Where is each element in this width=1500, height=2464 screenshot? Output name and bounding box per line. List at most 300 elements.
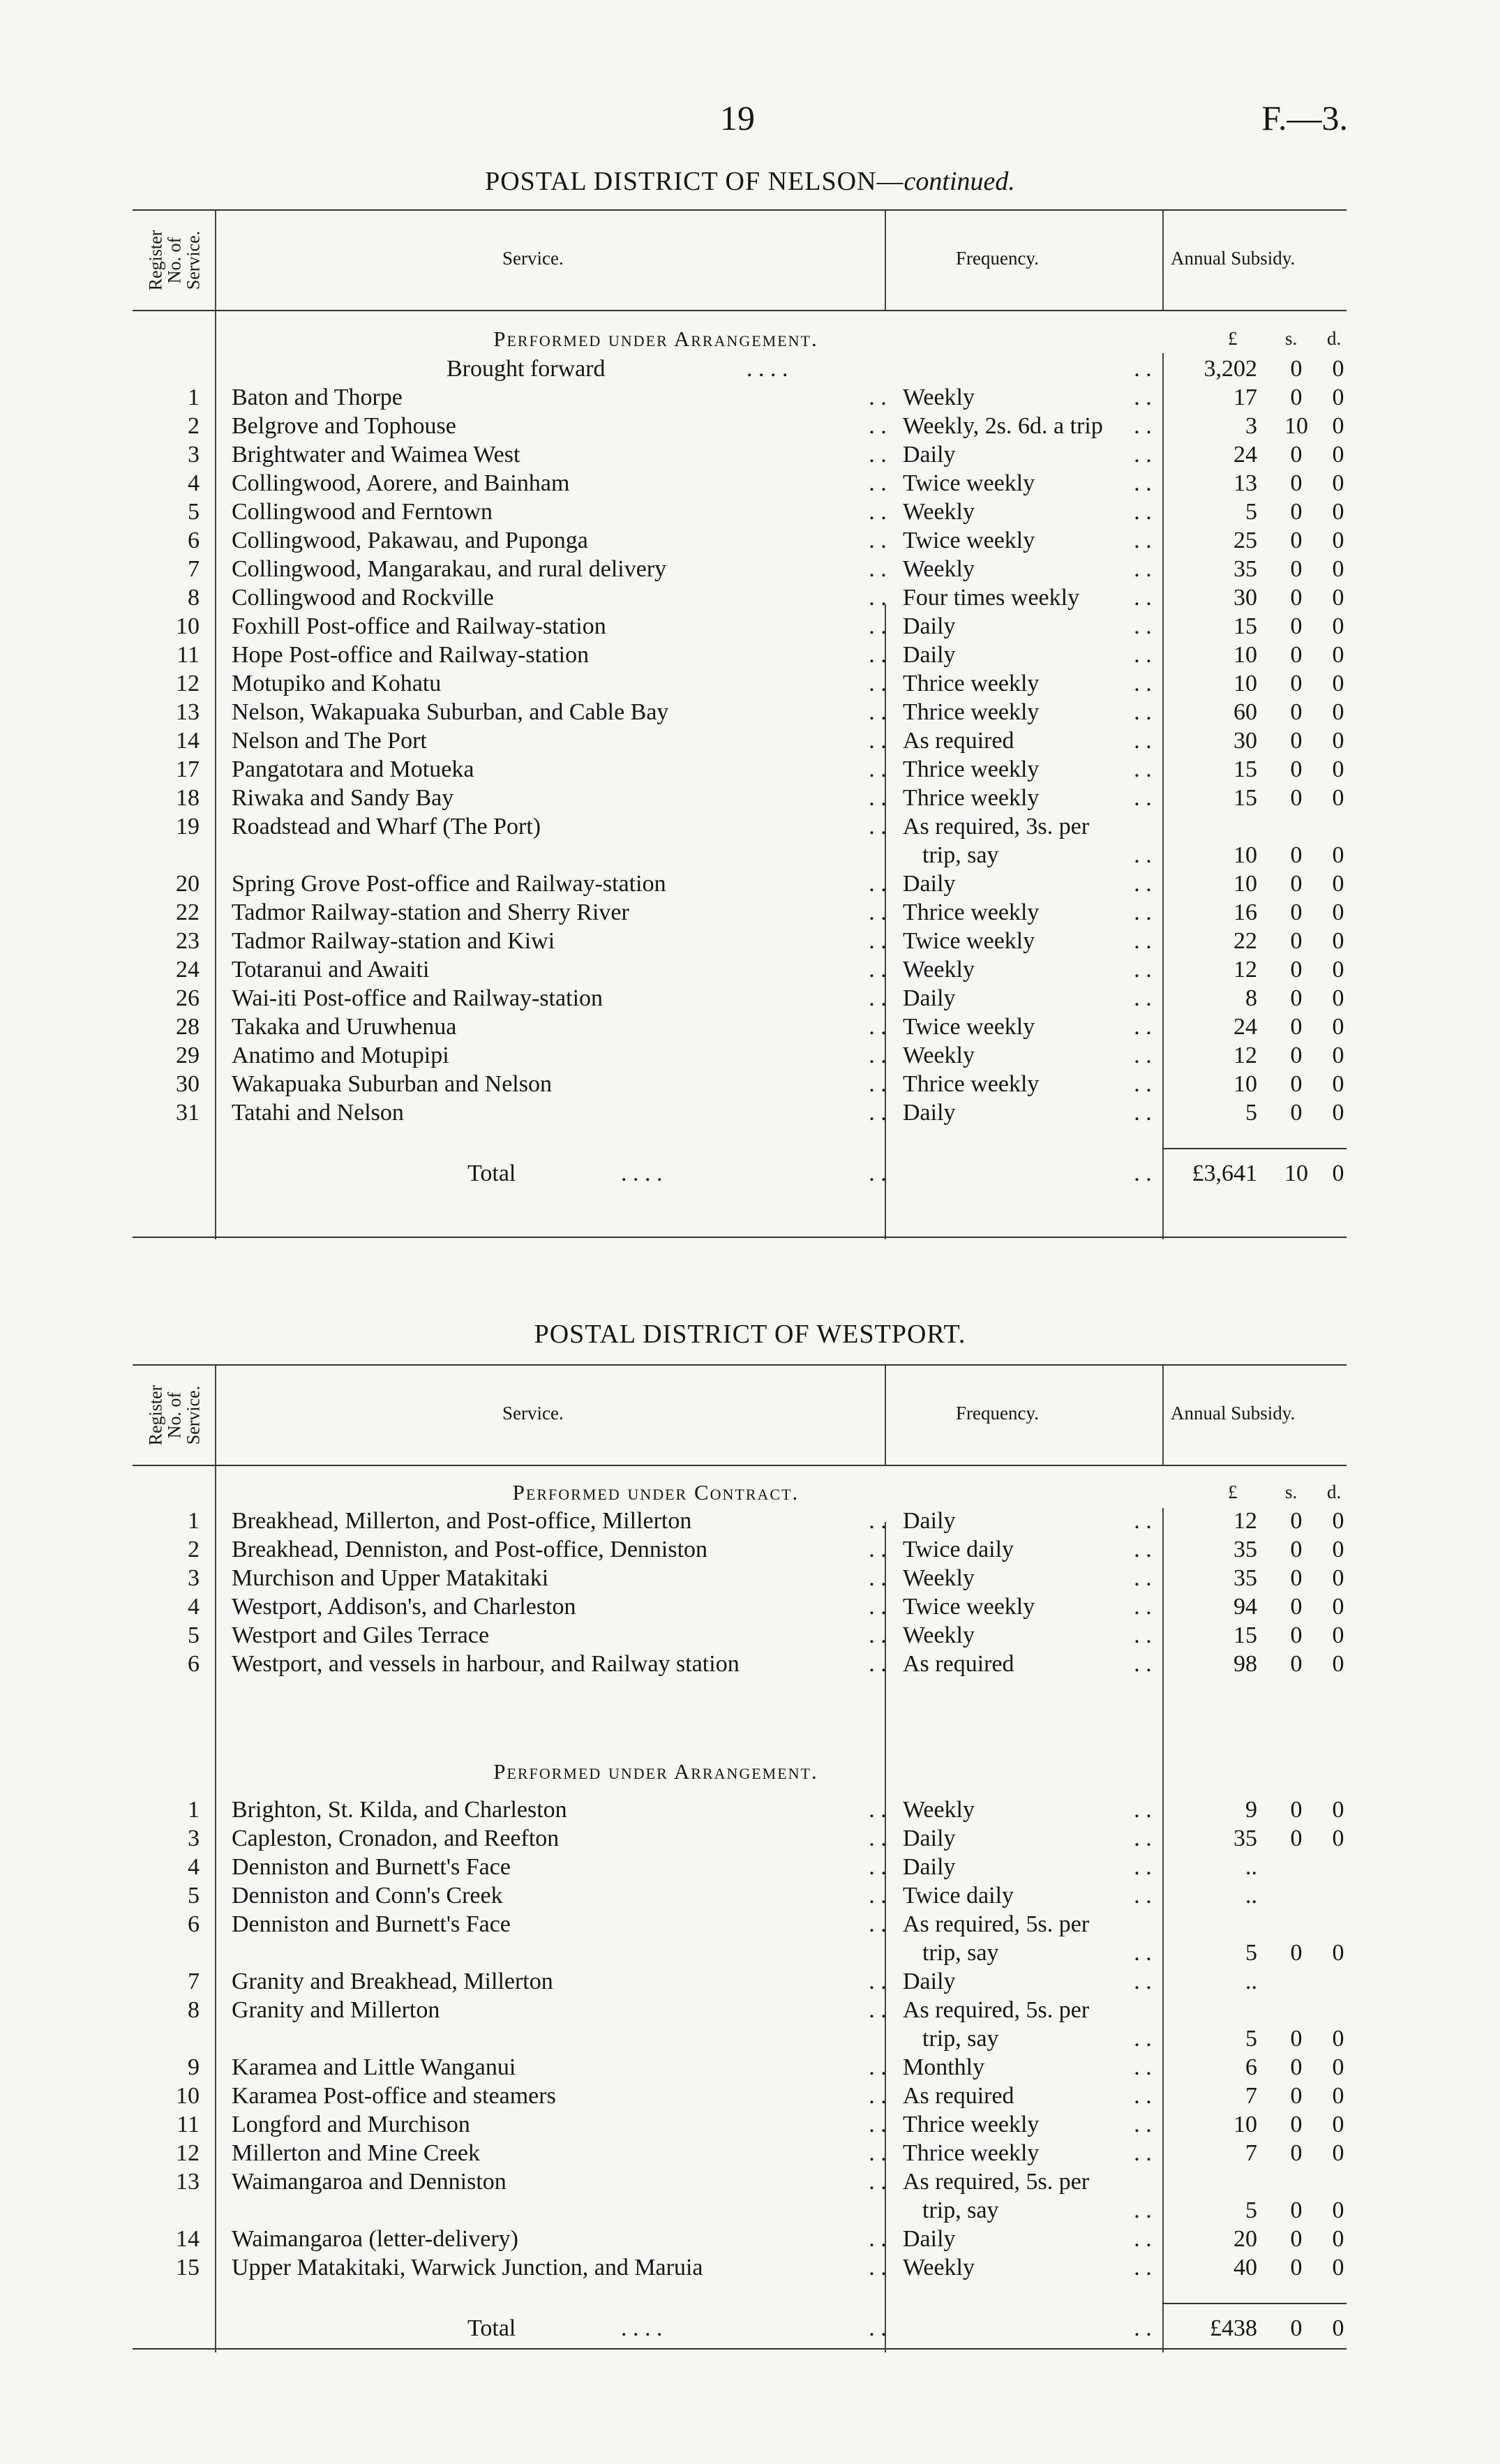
table-row: 4 Westport, Addison's, and Charleston . . Twice weekly . . 94 0 0 [133, 1592, 1347, 1621]
brought-forward-label: Brought forward [447, 356, 606, 382]
leader-dots: . . [1134, 1100, 1152, 1126]
leader-dots: . . [1134, 413, 1152, 439]
total-pence: 0 [1332, 2315, 1344, 2341]
subsidy-pence: 0 [1332, 1100, 1344, 1126]
leader-dots: . . [1134, 613, 1152, 639]
subsidy-shillings: 0 [1290, 957, 1303, 983]
subsidy-shillings: 0 [1290, 1014, 1303, 1040]
subsidy-pence: 0 [1332, 1594, 1344, 1620]
frequency: Weekly, 2s. 6d. a trip [903, 413, 1103, 439]
subsidy-pence: 0 [1332, 1940, 1344, 1966]
westport-district-title: POSTAL DISTRICT OF WESTPORT. [534, 1320, 966, 1349]
table-row: 30 Wakapuaka Suburban and Nelson . . Thrice weekly . . 10 0 0 [133, 1070, 1347, 1098]
frequency: Weekly [903, 1565, 975, 1591]
leader-dots: . . [1134, 1043, 1152, 1068]
leader-dots: . . [1134, 1508, 1152, 1534]
total-pence: 0 [1332, 1160, 1344, 1186]
frequency: Thrice weekly [903, 699, 1040, 725]
leader-dots: . . [1134, 1160, 1152, 1186]
register-number: 10 [176, 2083, 200, 2109]
paper-code: F.—3. [1261, 98, 1348, 137]
subsidy-pence: 0 [1332, 1508, 1344, 1534]
service-name: Karamea and Little Wanganui [232, 2054, 516, 2080]
table-row: 2 Belgrove and Tophouse . . Weekly, 2s. 6d. a trip . . 3 10 0 [133, 412, 1347, 440]
table-row: 5 Westport and Giles Terrace . . Weekly . . 15 0 0 [133, 1621, 1347, 1650]
table-row: 17 Pangatotara and Motueka . . Thrice weekly . . 15 0 0 [133, 755, 1347, 784]
table-row: 7 Granity and Breakhead, Millerton . . Daily . . .. [133, 1967, 1347, 1996]
table-row [133, 1996, 1347, 2024]
subsidy-pence: 0 [1332, 499, 1344, 525]
leader-dots: . . [869, 928, 887, 954]
register-number: 14 [176, 2226, 200, 2252]
service-name: Breakhead, Millerton, and Post-office, Millerton [232, 1508, 692, 1534]
subsidy-shillings: 0 [1290, 2026, 1303, 2052]
service-name: Belgrove and Tophouse [232, 413, 456, 439]
register-column-header: Register No. of Service. [145, 230, 204, 291]
register-number: 1 [188, 1797, 200, 1823]
service-name: Riwaka and Sandy Bay [232, 785, 454, 811]
register-number: 5 [188, 1622, 200, 1648]
frequency: Daily [903, 985, 956, 1011]
leader-dots: . . [1134, 2197, 1152, 2223]
leader-dots: . . [1134, 1651, 1152, 1677]
frequency: Thrice weekly [903, 2112, 1040, 2137]
shillings-unit: s. [1285, 328, 1298, 349]
subsidy-pence: 0 [1332, 2054, 1344, 2080]
service-name: Tadmor Railway-station and Sherry River [232, 899, 629, 925]
frequency: Thrice weekly [903, 671, 1040, 696]
nelson-section-heading: Performed under Arrangement. [493, 327, 818, 351]
subsidy-pence: 0 [1332, 413, 1344, 439]
leader-dots: . . [1134, 1797, 1152, 1823]
subsidy-shillings: 0 [1290, 1537, 1303, 1562]
subsidy-shillings: 0 [1290, 699, 1303, 725]
service-name: Granity and Millerton [232, 1997, 440, 2023]
leader-dots: . . [1134, 1825, 1152, 1851]
register-number: 3 [188, 442, 200, 468]
subsidy-shillings: 0 [1290, 356, 1303, 382]
leader-dots: . . [1134, 2140, 1152, 2166]
frequency-continuation: trip, say [922, 2026, 999, 2052]
subsidy-pence: 0 [1332, 642, 1344, 668]
leader-dots: . . [869, 613, 887, 639]
service-name: Tatahi and Nelson [232, 1100, 404, 1126]
table-row [133, 2167, 1347, 2196]
total-row: Total . . . . . . . . £438 0 0 [133, 2314, 1347, 2343]
subsidy-shillings: 0 [1290, 2083, 1303, 2109]
subsidy-pence: 0 [1332, 556, 1344, 582]
leader-dots: . . [869, 699, 887, 725]
total-shillings: 0 [1290, 2315, 1303, 2341]
service-name: Karamea Post-office and steamers [232, 2083, 556, 2109]
register-number: 14 [176, 728, 200, 754]
service-name: Waimangaroa (letter-delivery) [232, 2226, 518, 2252]
register-number: 20 [176, 871, 200, 897]
leader-dots: . . [1134, 2026, 1152, 2052]
shillings-unit: s. [1285, 1481, 1298, 1502]
register-number: 11 [177, 642, 200, 668]
subsidy-pence: 0 [1332, 756, 1344, 782]
table-row: 15 Upper Matakitaki, Warwick Junction, and Maruia . . Weekly . . 40 0 0 [133, 2253, 1347, 2282]
leader-dots: . . [869, 985, 887, 1011]
table-row: 11 Hope Post-office and Railway-station . . Daily . . 10 0 0 [133, 641, 1347, 669]
table-row: 6 Westport, and vessels in harbour, and Railway station . . As required . . 98 0 0 [133, 1650, 1347, 1678]
table-row: 23 Tadmor Railway-station and Kiwi . . Twice weekly . . 22 0 0 [133, 927, 1347, 955]
leader-dots: . . [869, 1651, 887, 1677]
total-row: Total . . . . . . . . £3,641 10 0 [133, 1159, 1347, 1188]
subsidy-shillings: 0 [1290, 1071, 1303, 1097]
table-row: 5 Denniston and Conn's Creek . . Twice daily . . .. [133, 1881, 1347, 1910]
service-name: Wakapuaka Suburban and Nelson [232, 1071, 552, 1097]
subsidy-shillings: 0 [1290, 528, 1303, 553]
service-name: Capleston, Cronadon, and Reefton [232, 1825, 560, 1851]
service-name: Foxhill Post-office and Railway-station [232, 613, 606, 639]
register-number: 28 [176, 1014, 200, 1040]
subsidy-shillings: 0 [1290, 928, 1303, 954]
leader-dots: . . [869, 1594, 887, 1620]
register-number: 3 [188, 1825, 200, 1851]
register-number: 5 [188, 1883, 200, 1909]
subsidy-shillings: 0 [1290, 671, 1303, 696]
leader-dots: . . [1134, 1883, 1152, 1909]
subsidy-pence: 0 [1332, 613, 1344, 639]
service-name: Denniston and Burnett's Face [232, 1854, 511, 1880]
register-number: 18 [176, 785, 200, 811]
register-number: 31 [176, 1100, 200, 1126]
leader-dots: . . [869, 1100, 887, 1126]
frequency: Daily [903, 1854, 956, 1880]
leader-dots: . . [869, 871, 887, 897]
service-name: Millerton and Mine Creek [232, 2140, 480, 2166]
pounds-unit: £ [1228, 1481, 1238, 1502]
register-number: 1 [188, 1508, 200, 1534]
nelson-title-main: POSTAL DISTRICT OF NELSON— [485, 167, 904, 196]
leader-dots: . . [869, 814, 887, 839]
service-name: Anatimo and Motupipi [232, 1043, 449, 1068]
register-column-header: Register No. of Service. [145, 1384, 204, 1446]
nelson-title-continued: continued. [903, 167, 1015, 196]
frequency: As required, 5s. per [903, 1911, 1090, 1937]
register-number: 4 [188, 470, 200, 496]
service-name: Breakhead, Denniston, and Post-office, Denniston [232, 1537, 708, 1562]
table-row-continuation: trip, say . . 10 0 0 [133, 841, 1347, 869]
service-name: Baton and Thorpe [232, 384, 403, 410]
leader-dots: . . [869, 556, 887, 582]
leader-dots: . . [869, 470, 887, 496]
subsidy-pence: 0 [1332, 699, 1344, 725]
leader-dots: . . [1134, 728, 1152, 754]
register-number: 10 [176, 613, 200, 639]
frequency-column-header: Frequency. [956, 1403, 1039, 1424]
leader-dots: . . [869, 1622, 887, 1648]
frequency: Daily [903, 442, 956, 468]
westport-table-header [133, 1364, 1347, 1466]
register-number: 24 [176, 957, 200, 983]
subsidy-pence: 0 [1332, 671, 1344, 696]
subsidy-pence: 0 [1332, 2226, 1344, 2252]
leader-dots: . . [1134, 384, 1152, 410]
leader-dots: . . [1134, 1969, 1152, 1994]
frequency: As required [903, 2083, 1014, 2109]
register-number: 26 [176, 985, 200, 1011]
table-row: 20 Spring Grove Post-office and Railway-station . . Daily . . 10 0 0 [133, 869, 1347, 898]
subsidy-shillings: 0 [1290, 1825, 1303, 1851]
pence-unit: d. [1327, 1481, 1342, 1502]
subsidy-pence: 0 [1332, 2026, 1344, 2052]
subsidy-shillings: 0 [1290, 1622, 1303, 1648]
subsidy-shillings: 0 [1290, 1940, 1303, 1966]
leader-dots: . . [1134, 699, 1152, 725]
service-name: Brightwater and Waimea West [232, 442, 520, 468]
subsidy-shillings: 0 [1290, 2197, 1303, 2223]
leader-dots: . . [869, 2255, 887, 2280]
service-column-header: Service. [502, 1403, 564, 1424]
register-number: 7 [188, 556, 200, 582]
subsidy-shillings: 0 [1290, 556, 1303, 582]
subsidy-shillings: 0 [1290, 785, 1303, 811]
total-label: Total [467, 2315, 516, 2341]
register-number: 17 [176, 756, 200, 782]
westport-table-body [133, 1466, 1347, 2352]
subsidy-column-header: Annual Subsidy. [1171, 248, 1296, 269]
service-name: Collingwood and Rockville [232, 585, 494, 611]
frequency: Thrice weekly [903, 785, 1040, 811]
subsidy-shillings: 0 [1290, 1100, 1303, 1126]
leader-dots: . . [869, 1883, 887, 1909]
frequency: Weekly [903, 499, 975, 525]
service-name: Westport, Addison's, and Charleston [232, 1594, 576, 1620]
leader-dots: . . [869, 442, 887, 468]
subsidy-shillings: 10 [1284, 413, 1308, 439]
register-number: 11 [177, 2112, 200, 2137]
leader-dots: . . [869, 2083, 887, 2109]
leader-dots: . . [1134, 756, 1152, 782]
subsidy-pence: 0 [1332, 1825, 1344, 1851]
leader-dots: . . [869, 642, 887, 668]
nelson-district-title [0, 166, 1500, 197]
leader-dots: . . [1134, 1014, 1152, 1040]
leader-dots: . . [1134, 442, 1152, 468]
frequency: Daily [903, 871, 956, 897]
register-number: 15 [176, 2255, 200, 2280]
frequency: Thrice weekly [903, 2140, 1040, 2166]
service-name: Murchison and Upper Matakitaki [232, 1565, 549, 1591]
table-row: 14 Nelson and The Port . . As required . . 30 0 0 [133, 726, 1347, 755]
leader-dots: . . [869, 1160, 887, 1186]
frequency: Weekly [903, 556, 975, 582]
frequency-continuation: trip, say [922, 2197, 999, 2223]
register-number: 8 [188, 585, 200, 611]
frequency-continuation: trip, say [922, 842, 999, 868]
table-row-continuation: trip, say . . 5 0 0 [133, 2024, 1347, 2053]
frequency: Weekly [903, 1622, 975, 1648]
register-number: 30 [176, 1071, 200, 1097]
table-row: 1 Brighton, St. Kilda, and Charleston . . Weekly . . 9 0 0 [133, 1795, 1347, 1824]
leader-dots: . . . . [621, 1160, 663, 1186]
service-name: Brighton, St. Kilda, and Charleston [232, 1797, 567, 1823]
table-row: 3 Murchison and Upper Matakitaki . . Weekly . . 35 0 0 [133, 1564, 1347, 1592]
leader-dots: . . [1134, 899, 1152, 925]
service-name: Westport, and vessels in harbour, and Railway station [232, 1651, 740, 1677]
subsidy-column-header: Annual Subsidy. [1171, 1403, 1296, 1424]
register-number: 5 [188, 499, 200, 525]
subsidy-pence: 0 [1332, 1622, 1344, 1648]
table-row: 18 Riwaka and Sandy Bay . . Thrice weekly . . 15 0 0 [133, 784, 1347, 812]
subsidy-pence: 0 [1332, 442, 1344, 468]
frequency: As required [903, 728, 1014, 754]
frequency: As required, 5s. per [903, 2169, 1090, 2195]
frequency-column-header: Frequency. [956, 248, 1039, 269]
leader-dots: . . [869, 528, 887, 553]
table-row: 1 Baton and Thorpe . . Weekly . . 17 0 0 [133, 383, 1347, 412]
table-row: 13 Nelson, Wakapuaka Suburban, and Cable Bay . . Thrice weekly . . 60 0 0 [133, 698, 1347, 726]
table-row: 8 Collingwood and Rockville . . Four times weekly . . 30 0 0 [133, 583, 1347, 612]
service-name: Westport and Giles Terrace [232, 1622, 490, 1648]
service-name: Collingwood and Ferntown [232, 499, 493, 525]
table-row: 6 Collingwood, Pakawau, and Puponga . . Twice weekly . . 25 0 0 [133, 526, 1347, 555]
leader-dots: . . [869, 728, 887, 754]
leader-dots: . . [869, 1825, 887, 1851]
table-row: 3 Capleston, Cronadon, and Reefton . . Daily . . 35 0 0 [133, 1824, 1347, 1853]
frequency: Daily [903, 1508, 956, 1534]
frequency: Weekly [903, 957, 975, 983]
register-number: 12 [176, 671, 200, 696]
leader-dots: . . [869, 899, 887, 925]
frequency: Thrice weekly [903, 756, 1040, 782]
nelson-table-header [133, 209, 1347, 311]
leader-dots: . . [1134, 985, 1152, 1011]
subsidy-pence: 0 [1332, 1537, 1344, 1562]
leader-dots: . . [1134, 1565, 1152, 1591]
service-name: Collingwood, Aorere, and Bainham [232, 470, 570, 496]
service-name: Takaka and Uruwhenua [232, 1014, 457, 1040]
subsidy-pence: 0 [1332, 985, 1344, 1011]
service-name: Totaranui and Awaiti [232, 957, 430, 983]
subsidy-pence: 0 [1332, 1043, 1344, 1068]
subsidy-shillings: 0 [1290, 2140, 1303, 2166]
subsidy-shillings: 0 [1290, 2054, 1303, 2080]
table-row-continuation: trip, say . . 5 0 0 [133, 2196, 1347, 2225]
leader-dots: . . [869, 1014, 887, 1040]
leader-dots: . . [1134, 671, 1152, 696]
subsidy-shillings: 0 [1290, 756, 1303, 782]
leader-dots: . . [1134, 2226, 1152, 2252]
frequency: Daily [903, 642, 956, 668]
table-row: 12 Motupiko and Kohatu . . Thrice weekly . . 10 0 0 [133, 669, 1347, 698]
subsidy-shillings: 0 [1290, 842, 1303, 868]
table-row: 12 Millerton and Mine Creek . . Thrice weekly . . 7 0 0 [133, 2139, 1347, 2167]
service-name: Denniston and Conn's Creek [232, 1883, 503, 1909]
subsidy-shillings: 0 [1290, 384, 1303, 410]
frequency: Twice weekly [903, 1594, 1035, 1620]
table-row: 11 Longford and Murchison . . Thrice weekly . . 10 0 0 [133, 2110, 1347, 2139]
frequency: Weekly [903, 1797, 975, 1823]
frequency: Weekly [903, 1043, 975, 1068]
subsidy-pence: 0 [1332, 470, 1344, 496]
register-number: 6 [188, 1911, 200, 1937]
leader-dots: . . [1134, 1622, 1152, 1648]
frequency: Thrice weekly [903, 899, 1040, 925]
table-row: 7 Collingwood, Mangarakau, and rural delivery . . Weekly . . 35 0 0 [133, 555, 1347, 583]
westport-contract-heading: Performed under Contract. [512, 1480, 800, 1504]
service-name: Hope Post-office and Railway-station [232, 642, 590, 668]
subsidy-shillings: 0 [1290, 1508, 1303, 1534]
subsidy-pence: 0 [1332, 2083, 1344, 2109]
leader-dots: . . [869, 499, 887, 525]
table-row: 29 Anatimo and Motupipi . . Weekly . . 12 0 0 [133, 1041, 1347, 1070]
subsidy-pence: 0 [1332, 1565, 1344, 1591]
leader-dots: . . [1134, 928, 1152, 954]
table-row: 4 Collingwood, Aorere, and Bainham . . Twice weekly . . 13 0 0 [133, 469, 1347, 498]
total-shillings: 10 [1284, 1160, 1308, 1186]
table-row: 1 Breakhead, Millerton, and Post-office, Millerton . . Daily . . 12 0 0 [133, 1507, 1347, 1535]
leader-dots: . . [1134, 1940, 1152, 1966]
leader-dots: . . [869, 1508, 887, 1534]
table-row: 28 Takaka and Uruwhenua . . Twice weekly . . 24 0 0 [133, 1013, 1347, 1041]
register-number: 3 [188, 1565, 200, 1591]
subsidy-shillings: 0 [1290, 728, 1303, 754]
frequency: Four times weekly [903, 585, 1080, 611]
register-number: 12 [176, 2140, 200, 2166]
subsidy-shillings: 0 [1290, 642, 1303, 668]
subsidy-pence: 0 [1332, 899, 1344, 925]
service-name: Collingwood, Mangarakau, and rural delivery [232, 556, 667, 582]
table-row: 14 Waimangaroa (letter-delivery) . . Daily . . 20 0 0 [133, 2225, 1347, 2253]
register-number: 19 [176, 814, 200, 839]
register-number: 6 [188, 1651, 200, 1677]
leader-dots: . . [869, 2226, 887, 2252]
brought-forward-row: Brought forward . . . . . . 3,202 0 0 [133, 354, 1347, 383]
subsidy-pence: 0 [1332, 1014, 1344, 1040]
subsidy-shillings: 0 [1290, 442, 1303, 468]
leader-dots: . . [869, 2169, 887, 2195]
register-number: 9 [188, 2054, 200, 2080]
leader-dots: . . [869, 957, 887, 983]
subsidy-pence: 0 [1332, 585, 1344, 611]
total-label: Total [467, 1160, 516, 1186]
subsidy-shillings: 0 [1290, 899, 1303, 925]
service-name: Longford and Murchison [232, 2112, 470, 2137]
westport-bottom-rule [133, 2348, 1347, 2350]
leader-dots: . . [1134, 2054, 1152, 2080]
service-name: Tadmor Railway-station and Kiwi [232, 928, 555, 954]
service-name: Wai-iti Post-office and Railway-station [232, 985, 603, 1011]
nelson-table-body [133, 311, 1347, 1239]
leader-dots: . . [1134, 528, 1152, 553]
frequency: Daily [903, 1969, 956, 1994]
leader-dots: . . [1134, 785, 1152, 811]
frequency: Twice weekly [903, 928, 1035, 954]
pence-unit: d. [1327, 328, 1342, 349]
frequency-continuation: trip, say [922, 1940, 999, 1966]
register-number: 4 [188, 1594, 200, 1620]
subsidy-shillings: 0 [1290, 585, 1303, 611]
leader-dots: . . [1134, 957, 1152, 983]
register-number: 2 [188, 1537, 200, 1562]
leader-dots: . . [1134, 842, 1152, 868]
subsidy-shillings: 0 [1290, 499, 1303, 525]
subsidy-pence: 0 [1332, 728, 1344, 754]
leader-dots: . . [869, 585, 887, 611]
leader-dots: . . [1134, 1854, 1152, 1880]
westport-arrangement-heading: Performed under Arrangement. [493, 1759, 818, 1784]
frequency: Twice weekly [903, 470, 1035, 496]
frequency: Monthly [903, 2054, 985, 2080]
service-name: Granity and Breakhead, Millerton [232, 1969, 553, 1994]
subsidy-pence: 0 [1332, 785, 1344, 811]
nelson-table [133, 209, 1347, 1239]
leader-dots: . . [869, 1565, 887, 1591]
